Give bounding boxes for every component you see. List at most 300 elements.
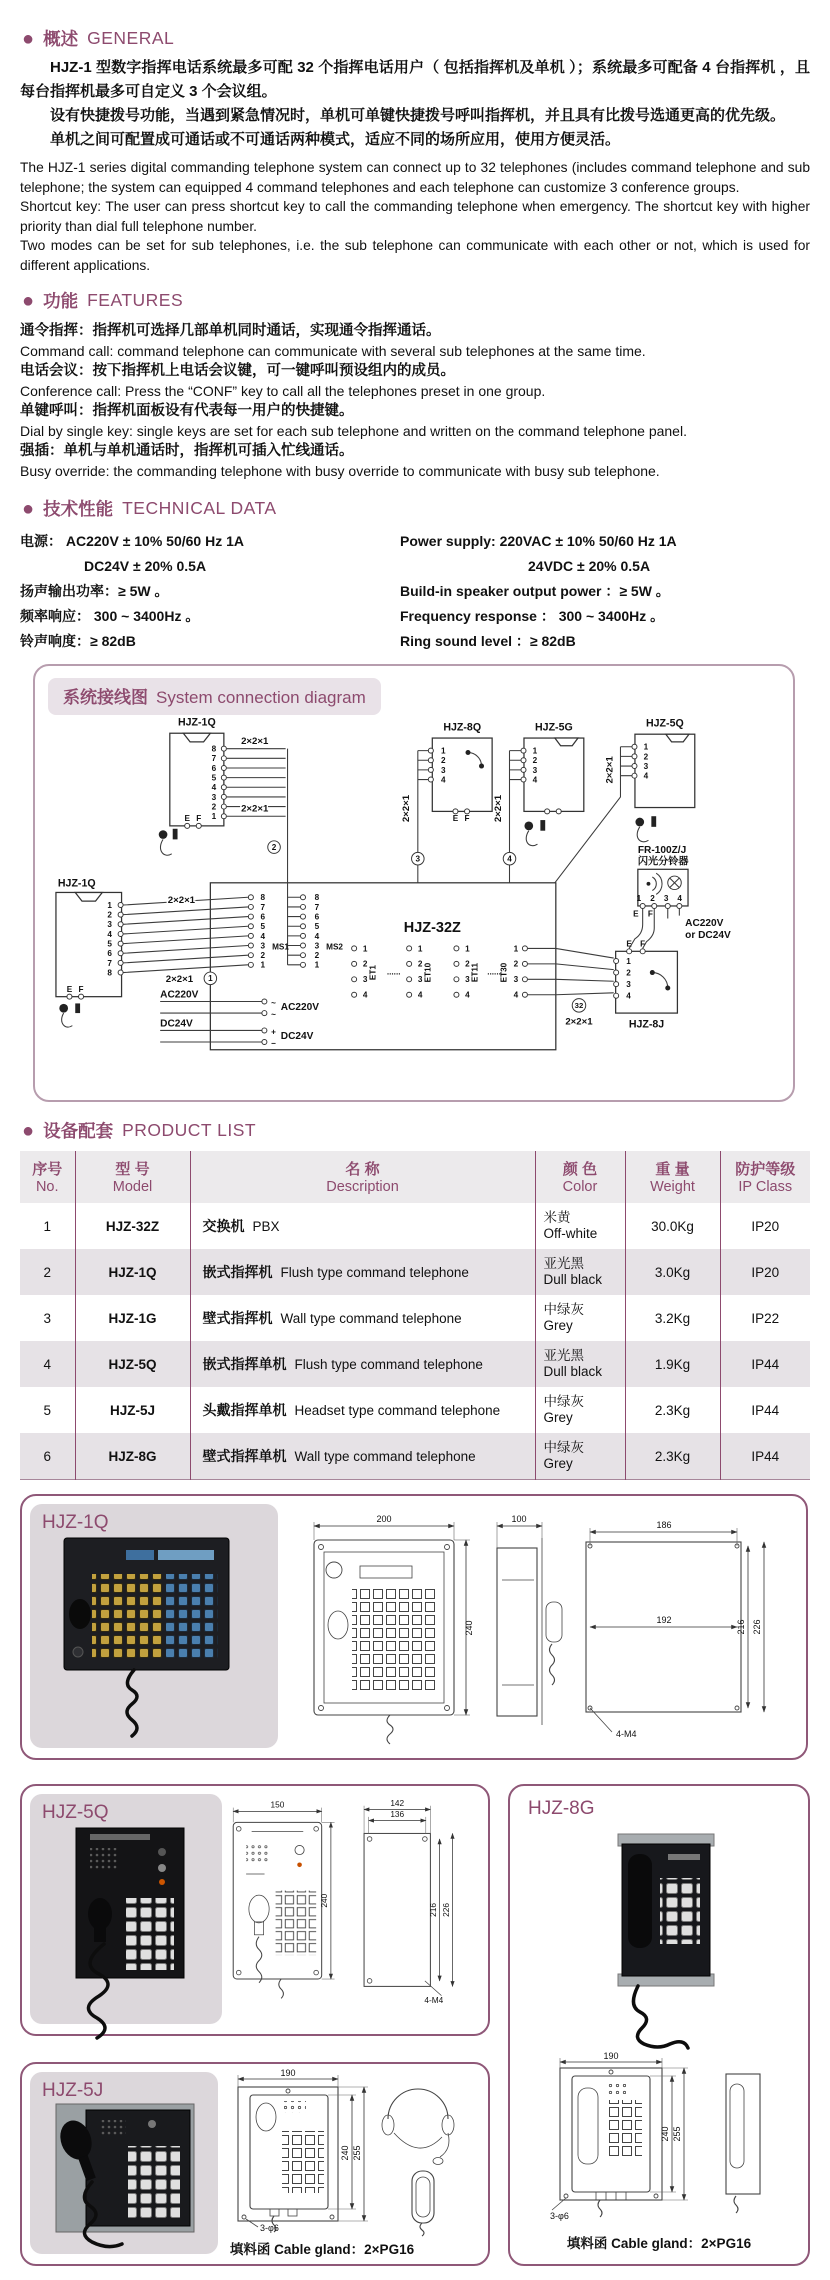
device-label: HJZ-1Q — [177, 716, 216, 729]
feature-line: 电话会议：按下指挥机上电话会议键，可一键呼叫预设组内的成员。 — [20, 363, 455, 379]
cable-gland-note: 填料函 Cable gland：2×PG16 — [229, 2242, 415, 2257]
terminal-number: 1 — [362, 944, 368, 954]
cell-no: 1 — [43, 1218, 51, 1234]
hjz1q-dimension-drawing — [294, 1510, 794, 1750]
flasher-model-label: FR-100Z/J — [637, 844, 687, 856]
section-general-heading — [22, 26, 810, 51]
table-row — [20, 1295, 810, 1341]
power-option-label: AC220V — [685, 918, 724, 930]
diagram-device-hjz8q — [401, 721, 492, 882]
feature-line: 强插：单机与单机通话时，指挥机可插入忙线通话。 — [20, 443, 354, 459]
dim-h1: 240 — [660, 2126, 670, 2142]
headset-drawing — [382, 2089, 454, 2236]
cell-color: 米黄 Off-white — [535, 1203, 625, 1249]
cell-ip: IP44 — [720, 1341, 810, 1387]
microphone — [69, 1599, 91, 1629]
text-column — [0, 26, 830, 654]
terminal-circle — [632, 773, 637, 778]
tech-line: Frequency response ： 300 ~ 3400Hz 。 — [400, 608, 665, 624]
terminal-circle — [248, 933, 253, 938]
terminal-number: 3 — [362, 975, 368, 985]
bullet-icon: ● — [22, 27, 35, 50]
cell-description: 嵌式指挥单机 Flush type command telephone — [190, 1341, 535, 1387]
device-label: HJZ-8Q — [443, 721, 482, 734]
panel-title: HJZ-5J — [42, 2080, 104, 2101]
terminal-circle — [118, 931, 123, 936]
et1-label: ET1 — [368, 965, 378, 981]
terminal-circle — [221, 814, 226, 819]
general-en-paragraph: Two modes can be set for sub telephones, i.e. the sub telephone can communicate with each other or not, which is used for different applications. — [20, 238, 810, 273]
terminal-circle — [248, 962, 253, 967]
dim-front-width: 200 — [376, 1514, 392, 1524]
cell-model: HJZ-1Q — [75, 1249, 190, 1295]
device-label: HJZ-5G — [535, 721, 573, 734]
terminal-number: 3 — [626, 980, 631, 990]
header-model: 型 号 Model — [75, 1151, 190, 1203]
hjz5q-dimension-drawing — [224, 1798, 482, 2020]
features-title-zh: 功能 — [43, 291, 79, 311]
features-title-en: FEATURES — [87, 290, 184, 310]
terminal-number: 2 — [362, 959, 368, 969]
feature-line: 通令指挥：指挥机可选择几部单机同时通话，实现通令指挥通话。 — [20, 323, 441, 339]
bullet-icon: ● — [22, 289, 35, 312]
terminal-number: 6 — [211, 763, 217, 773]
table-row — [20, 1249, 810, 1295]
terminal-number: 2 — [465, 959, 470, 969]
panel-title: HJZ-1Q — [42, 1512, 109, 1533]
dim-rear-h1: 216 — [736, 1619, 746, 1635]
terminal-number: 2 — [314, 951, 320, 961]
cell-model: HJZ-1G — [75, 1295, 190, 1341]
terminal-circle — [454, 961, 459, 966]
terminal-circle — [118, 912, 123, 917]
table-row — [20, 1387, 810, 1433]
cell-description: 壁式指挥机 Wall type command telephone — [190, 1295, 535, 1341]
terminal-circle — [118, 941, 123, 946]
handset-outline — [578, 2088, 598, 2164]
terminal-f: F — [78, 984, 84, 994]
features-list — [20, 321, 810, 481]
terminal-number: 4 — [260, 931, 266, 941]
terminal-number: 1 — [260, 960, 266, 970]
terminal-number: 4 — [440, 775, 446, 785]
circled-number-1: 1 — [208, 974, 213, 984]
terminal-number: 4 — [314, 931, 320, 941]
terminal-number: 4 — [362, 990, 368, 1000]
hjz8g-dimension-drawing — [530, 2051, 784, 2227]
plus: + — [271, 1027, 276, 1037]
terminal-number: 2 — [532, 756, 538, 766]
terminal-circle — [221, 746, 226, 751]
terminal-circle — [521, 748, 526, 753]
terminal-number: 3 — [643, 761, 649, 771]
terminal-number: 2 — [440, 756, 446, 766]
ac-label: AC220V — [280, 1002, 320, 1014]
terminal-e: E — [626, 939, 632, 949]
terminal-number: 2 — [211, 802, 217, 812]
cable-label: 2×2×1 — [165, 974, 194, 986]
terminal-number: 2 — [626, 968, 631, 978]
terminal-circle — [614, 982, 619, 987]
terminal-number: 1 — [626, 956, 631, 966]
et10-label: ET10 — [423, 962, 433, 983]
minus: − — [271, 1038, 276, 1048]
dim-rear-mid: 192 — [656, 1615, 672, 1625]
tech-line: DC24V ± 20% 0.5A — [84, 558, 207, 574]
circled-number-4: 4 — [507, 854, 512, 864]
terminal-circle — [632, 764, 637, 769]
product-list-title-zh: 设备配套 — [43, 1121, 114, 1141]
terminal-number: 3 — [417, 975, 423, 985]
terminal-number: 4 — [417, 990, 423, 1000]
cell-weight: 2.3Kg — [625, 1387, 720, 1433]
circled-number-2: 2 — [271, 842, 277, 852]
terminal-circle — [221, 785, 226, 790]
dim-front-height: 240 — [464, 1620, 474, 1636]
tech-line: 电源： AC220V ± 10% 50/60 Hz 1A — [20, 533, 244, 549]
dim-rear-width: 186 — [656, 1520, 672, 1530]
cell-model: HJZ-8G — [75, 1433, 190, 1480]
header-weight: 重 量 Weight — [625, 1151, 720, 1203]
terminal-circle — [221, 775, 226, 780]
cell-color: 中绿灰 Grey — [535, 1387, 625, 1433]
ellipsis: ...... — [487, 967, 501, 977]
terminal-number: 2 — [417, 959, 423, 969]
terminal-number: 1 — [211, 812, 217, 822]
dc-input-label: DC24V — [160, 1018, 193, 1030]
technical-left-column — [20, 529, 400, 654]
terminal-circle — [407, 992, 412, 997]
technical-data — [20, 529, 810, 654]
terminal-circle — [221, 794, 226, 799]
terminal-circle — [632, 754, 637, 759]
table-header-row — [20, 1151, 810, 1203]
dim-rear-h2: 226 — [752, 1619, 762, 1635]
cell-description: 交换机 PBX — [190, 1203, 535, 1249]
tech-line: Power supply: 220VAC ± 10% 50/60 Hz 1A — [400, 533, 677, 549]
terminal-number: 4 — [643, 771, 649, 781]
terminal-f: F — [196, 814, 202, 824]
terminal-circle — [300, 962, 305, 967]
dim-depth: 100 — [511, 1514, 527, 1524]
feature-line: Command call: command telephone can communicate with several sub telephones at the same time. — [20, 343, 646, 359]
dim-h2: 255 — [672, 2126, 682, 2142]
technical-title-zh: 技术性能 — [43, 499, 114, 519]
cell-description: 壁式指挥单机 Wall type command telephone — [190, 1433, 535, 1480]
feature-line: Busy override: the commanding telephone with busy override to communicate with busy sub telephone. — [20, 463, 660, 479]
cell-model: HJZ-32Z — [75, 1203, 190, 1249]
terminal-number: 7 — [314, 902, 320, 912]
dim-front-height: 240 — [319, 1893, 330, 1908]
terminal-number: 5 — [107, 939, 112, 949]
terminal-circle — [248, 943, 253, 948]
cable-label: 2×2×1 — [401, 794, 413, 823]
terminal-circle — [614, 958, 619, 963]
cell-color: 中绿灰 Grey — [535, 1433, 625, 1480]
diagram-title-zh: 系统接线图 — [63, 688, 148, 707]
terminal-number: 7 — [107, 958, 112, 968]
terminal-circle — [428, 748, 433, 753]
circled-number-32: 32 — [574, 1001, 584, 1011]
feature-line: Conference call: Press the “CONF” key to call all the telephones preset in one group. — [20, 383, 546, 399]
microphone — [88, 1898, 112, 1930]
terminal-circle — [300, 904, 305, 909]
cell-color: 亚光黑 Dull black — [535, 1249, 625, 1295]
general-title-en: GENERAL — [87, 28, 175, 48]
terminal-circle — [221, 756, 226, 761]
product-list-title-en: PRODUCT LIST — [122, 1120, 257, 1140]
terminal-circle — [521, 758, 526, 763]
dim-cut-h2: 226 — [440, 1903, 451, 1917]
table-row — [20, 1203, 810, 1249]
terminal-circle — [407, 946, 412, 951]
handset-side — [546, 1602, 562, 1642]
terminal-circle — [300, 943, 305, 948]
handset-icon — [159, 829, 178, 855]
panel-hjz8g — [508, 1784, 810, 2266]
header-no: 序号 No. — [32, 1161, 63, 1195]
terminal-circle — [221, 765, 226, 770]
terminal-number: 3 — [314, 941, 320, 951]
terminal-number: 3 — [107, 920, 112, 930]
terminal-number: 3 — [440, 765, 446, 775]
general-zh-paragraph: 单机之间可配置成可通话或不可通话两种模式，适应不同的场所应用，使用方便灵活。 — [50, 131, 621, 148]
section-technical-heading — [22, 496, 810, 521]
terminal-number: 8 — [211, 744, 217, 754]
dim-cut-w1: 142 — [390, 1797, 405, 1808]
section-features-heading — [22, 288, 810, 313]
panel-hjz5q — [20, 1784, 490, 2036]
diagram-title-en: System connection diagram — [156, 688, 366, 707]
cable-label: 2×2×1 — [241, 803, 269, 815]
terminal-number: 4 — [211, 783, 217, 793]
cell-model: HJZ-5Q — [75, 1341, 190, 1387]
dim-cut-h1: 216 — [427, 1903, 438, 1917]
device-label: HJZ-1Q — [57, 877, 96, 890]
terminal-f: F — [464, 814, 470, 824]
terminal-circle — [428, 758, 433, 763]
terminal-number: 8 — [107, 968, 112, 978]
cable-label: 2×2×1 — [241, 735, 269, 747]
terminal-number: 5 — [260, 922, 266, 932]
cell-ip: IP44 — [720, 1387, 810, 1433]
tilde: ~ — [271, 998, 276, 1008]
technical-title-en: TECHNICAL DATA — [122, 498, 277, 518]
technical-right-column — [400, 529, 810, 654]
terminal-number: 4 — [513, 990, 519, 1000]
terminal-number: 8 — [314, 893, 320, 903]
dim-h2: 255 — [352, 2145, 362, 2161]
tech-line: 铃声响度：≥ 82dB — [20, 633, 136, 649]
terminal-number: 4 — [107, 929, 112, 939]
cell-ip: IP22 — [720, 1295, 810, 1341]
terminal-circle — [614, 970, 619, 975]
cable-gland-note: 填料函 Cable gland：2×PG16 — [566, 2236, 752, 2251]
tech-line: 频率响应： 300 ~ 3400Hz 。 — [20, 608, 200, 624]
terminal-e: E — [633, 909, 639, 919]
system-diagram-panel — [33, 664, 795, 1102]
bullet-icon: ● — [22, 1119, 35, 1142]
screw-note: 3-φ6 — [260, 2223, 279, 2233]
handset-icon — [524, 820, 545, 846]
screw-note: 3-φ6 — [550, 2211, 569, 2221]
diagram-device-hjz5g — [493, 721, 584, 882]
terminal-number: 3 — [211, 792, 217, 802]
terminal-circle — [352, 992, 357, 997]
terminal-circle — [300, 914, 305, 919]
terminal-circle — [614, 993, 619, 998]
terminal-circle — [300, 895, 305, 900]
datasheet-page — [0, 26, 830, 2257]
terminal-circle — [522, 992, 527, 997]
section-product-list-heading — [22, 1118, 830, 1143]
general-zh-paragraph: 设有快捷拨号功能，当遇到紧急情况时，单机可单键快捷拨号呼叫指挥机，并且具有比拨号选通更高的优先级。 — [50, 107, 786, 124]
terminal-circle — [522, 977, 527, 982]
ellipsis: ...... — [386, 967, 401, 977]
header-color: 颜 色 Color — [535, 1151, 625, 1203]
terminal-circle — [300, 933, 305, 938]
terminal-number: 2 — [260, 951, 266, 961]
cell-description: 头戴指挥单机 Headset type command telephone — [190, 1387, 535, 1433]
terminal-circle — [118, 970, 123, 975]
panel-hjz5j — [20, 2062, 490, 2266]
et30-label: ET30 — [499, 962, 509, 983]
terminal-circle — [248, 953, 253, 958]
cell-ip: IP44 — [720, 1433, 810, 1480]
terminal-circle — [352, 977, 357, 982]
terminal-number: 1 — [107, 900, 112, 910]
system-diagram — [35, 712, 791, 1098]
terminal-number: 3 — [532, 765, 538, 775]
terminal-circle — [300, 953, 305, 958]
tech-line: Ring sound level ：≥ 82dB — [400, 633, 576, 649]
terminal-number: 3 — [513, 975, 519, 985]
cell-weight: 3.2Kg — [625, 1295, 720, 1341]
terminal-number: 1 — [513, 944, 519, 954]
terminal-number: 6 — [107, 949, 112, 959]
hjz5j-dimension-drawing — [226, 2068, 480, 2236]
screw-note: 4-M4 — [616, 1729, 637, 1739]
ms1-label: MS1 — [272, 942, 289, 952]
cell-color: 亚光黑 Dull black — [535, 1341, 625, 1387]
bullet-icon: ● — [22, 497, 35, 520]
terminal-number: 7 — [260, 902, 266, 912]
cell-no: 2 — [43, 1264, 51, 1280]
dim-width: 190 — [280, 2068, 296, 2078]
circled-number-3: 3 — [415, 854, 421, 864]
handset — [628, 1854, 652, 1948]
terminal-number: 1 — [643, 742, 649, 752]
dim-width: 190 — [603, 2051, 619, 2061]
cell-no: 4 — [43, 1356, 51, 1372]
terminal-e: E — [184, 814, 190, 824]
ms2-label: MS2 — [326, 942, 343, 952]
terminal-circle — [248, 924, 253, 929]
cable-label: 2×2×1 — [565, 1016, 593, 1028]
terminal-circle — [248, 914, 253, 919]
flasher-name-label: 闪光分铃器 — [637, 856, 689, 868]
terminal-number: 1 — [417, 944, 423, 954]
terminal-circle — [118, 922, 123, 927]
flasher-bell-unit — [629, 845, 731, 949]
diagram-title-badge — [48, 678, 381, 715]
terminal-number: 8 — [260, 893, 266, 903]
terminal-circle — [428, 767, 433, 772]
cell-ip: IP20 — [720, 1203, 810, 1249]
dim-front-width: 150 — [270, 1799, 285, 1810]
cell-weight: 2.3Kg — [625, 1433, 720, 1480]
terminal-number: 3 — [260, 941, 266, 951]
terminal-number: 5 — [314, 922, 320, 932]
ac-input-label: AC220V — [160, 989, 199, 1001]
terminal-circle — [352, 961, 357, 966]
hjz1q-product-photo — [34, 1530, 270, 1742]
handset-icon — [59, 1003, 80, 1027]
terminal-circle — [428, 777, 433, 782]
terminal-number: 2 — [643, 752, 649, 762]
cell-color: 中绿灰 Grey — [535, 1295, 625, 1341]
cell-weight: 30.0Kg — [625, 1203, 720, 1249]
tech-line: Build-in speaker output power ：≥ 5W 。 — [400, 583, 670, 599]
header-ip: 防护等级 IP Class — [720, 1151, 810, 1203]
screw-note: 4-M4 — [424, 1994, 444, 2005]
terminal-e: E — [66, 984, 73, 994]
dim-cut-w2: 136 — [390, 1808, 405, 1819]
cable-label: 2×2×1 — [604, 756, 616, 784]
terminal-number: 2 — [107, 910, 112, 920]
terminal-circle — [454, 946, 459, 951]
terminal-circle — [454, 992, 459, 997]
cell-model: HJZ-5J — [75, 1387, 190, 1433]
terminal-circle — [521, 777, 526, 782]
terminal-number: 4 — [465, 990, 470, 1000]
terminal-circle — [407, 977, 412, 982]
et11-label: ET11 — [470, 962, 480, 983]
hjz5j-product-photo — [34, 2094, 216, 2254]
handset-cord — [633, 1986, 688, 2048]
tech-line: 24VDC ± 20% 0.5A — [528, 558, 651, 574]
terminal-circle — [300, 924, 305, 929]
terminal-number: 2 — [513, 959, 519, 969]
cell-description: 嵌式指挥机 Flush type command telephone — [190, 1249, 535, 1295]
terminal-e: E — [452, 814, 459, 824]
panel-title: HJZ-5Q — [42, 1802, 109, 1823]
tech-line: 扬声输出功率：≥ 5W 。 — [20, 583, 169, 599]
cable-label: 2×2×1 — [492, 794, 504, 823]
terminal-number: 6 — [314, 912, 320, 922]
table-row — [20, 1433, 810, 1480]
terminal-circle — [118, 960, 123, 965]
cable-label: 2×2×1 — [167, 895, 196, 907]
cell-weight: 1.9Kg — [625, 1341, 720, 1387]
terminal-number: 3 — [465, 975, 470, 985]
feature-line: Dial by single key: single keys are set for each sub telephone and written on the command telephone panel. — [20, 423, 687, 439]
cell-no: 6 — [43, 1448, 51, 1464]
device-label: HJZ-5Q — [645, 717, 684, 730]
terminal-circle — [407, 961, 412, 966]
header-description: 名 称 Description — [190, 1151, 535, 1203]
terminal-f: F — [640, 939, 646, 949]
handset-icon — [635, 816, 656, 842]
terminal-number: 4 — [626, 991, 631, 1001]
terminal-circle — [352, 946, 357, 951]
terminal-number: 1 — [440, 746, 446, 756]
dim-h1: 240 — [340, 2145, 350, 2161]
microphone-outline — [256, 2103, 276, 2131]
terminal-circle — [118, 951, 123, 956]
terminal-circle — [248, 904, 253, 909]
terminal-f: F — [647, 909, 653, 919]
